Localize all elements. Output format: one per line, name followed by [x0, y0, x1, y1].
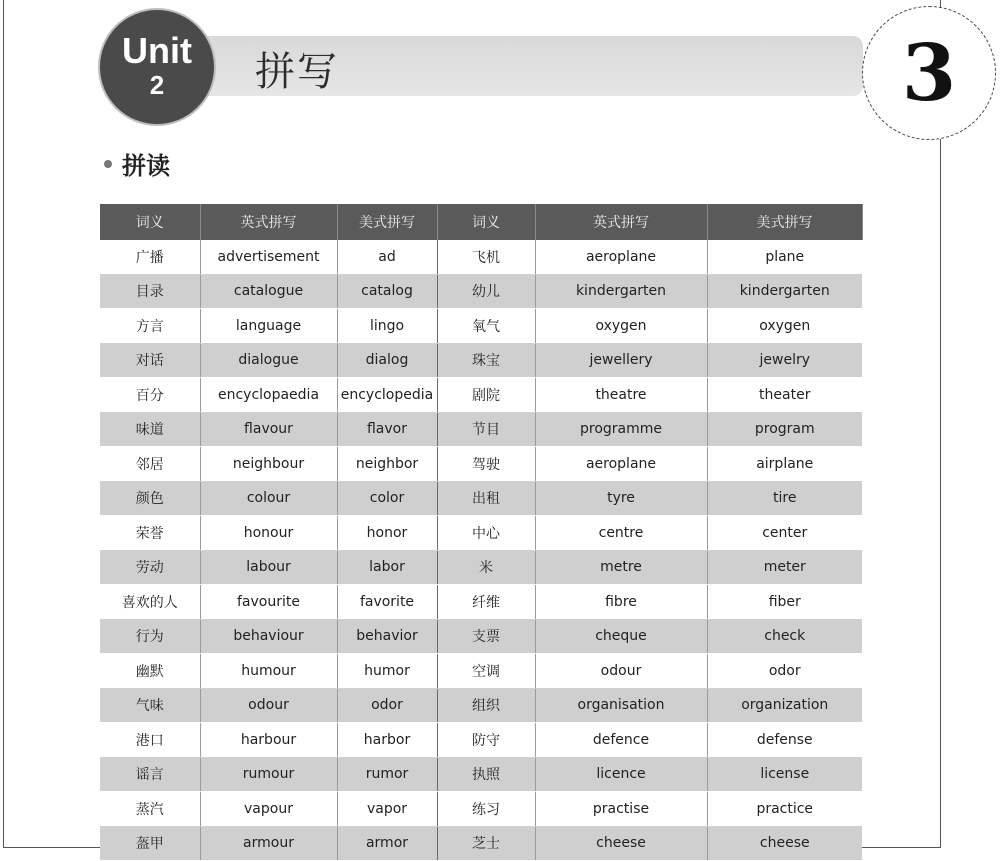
- table-cell: 对话: [100, 343, 200, 378]
- table-row: [100, 447, 862, 482]
- table-cell: vapour: [200, 792, 337, 827]
- unit-number: 2: [149, 70, 165, 100]
- table-cell: odor: [337, 688, 437, 723]
- table-cell: 百分: [100, 378, 200, 413]
- table-cell: harbour: [200, 723, 337, 758]
- table-cell: odor: [707, 654, 862, 689]
- table-cell: 空调: [437, 654, 535, 689]
- unit-label: Unit: [122, 30, 192, 71]
- table-cell: neighbor: [337, 447, 437, 482]
- table-cell: flavour: [200, 412, 337, 447]
- table-cell: 幼儿: [437, 274, 535, 309]
- table-header-row: [100, 204, 862, 240]
- table-row: [100, 481, 862, 516]
- table-cell: honor: [337, 516, 437, 551]
- table-cell: licence: [535, 757, 707, 792]
- table-cell: practice: [707, 792, 862, 827]
- table-row: [100, 274, 862, 309]
- column-header: 英式拼写: [535, 204, 707, 240]
- table-cell: practise: [535, 792, 707, 827]
- page-number-badge: [862, 6, 996, 140]
- table-cell: 出租: [437, 481, 535, 516]
- table-cell: dialogue: [200, 343, 337, 378]
- table-cell: ad: [337, 240, 437, 274]
- table-cell: labour: [200, 550, 337, 585]
- table-cell: 颜色: [100, 481, 200, 516]
- table-row: [100, 585, 862, 620]
- table-cell: catalogue: [200, 274, 337, 309]
- table-cell: colour: [200, 481, 337, 516]
- table-cell: encyclopaedia: [200, 378, 337, 413]
- table-row: [100, 757, 862, 792]
- table-cell: 练习: [437, 792, 535, 827]
- table-cell: cheese: [707, 826, 862, 861]
- table-cell: 盔甲: [100, 826, 200, 861]
- table-cell: fibre: [535, 585, 707, 620]
- table-cell: humour: [200, 654, 337, 689]
- column-header: 词义: [437, 204, 535, 240]
- table-cell: aeroplane: [535, 447, 707, 482]
- table-cell: theatre: [535, 378, 707, 413]
- table-cell: favorite: [337, 585, 437, 620]
- table-cell: 氧气: [437, 309, 535, 344]
- table-cell: 剧院: [437, 378, 535, 413]
- table-cell: fiber: [707, 585, 862, 620]
- table-row: [100, 240, 862, 274]
- table-cell: behaviour: [200, 619, 337, 654]
- table-cell: 珠宝: [437, 343, 535, 378]
- spelling-table: [100, 204, 863, 861]
- table-row: [100, 309, 862, 344]
- table-cell: kindergarten: [535, 274, 707, 309]
- table-row: [100, 516, 862, 551]
- table-cell: 邻居: [100, 447, 200, 482]
- table-cell: 幽默: [100, 654, 200, 689]
- table-cell: dialog: [337, 343, 437, 378]
- table-cell: 芝士: [437, 826, 535, 861]
- table-cell: airplane: [707, 447, 862, 482]
- table-row: [100, 343, 862, 378]
- table-cell: organisation: [535, 688, 707, 723]
- table-row: [100, 826, 862, 861]
- table-cell: 支票: [437, 619, 535, 654]
- table-cell: 荣誉: [100, 516, 200, 551]
- table-cell: odour: [535, 654, 707, 689]
- table-body: [100, 240, 862, 861]
- table-cell: lingo: [337, 309, 437, 344]
- table-cell: rumor: [337, 757, 437, 792]
- table-cell: 方言: [100, 309, 200, 344]
- table-cell: 蒸汽: [100, 792, 200, 827]
- table-cell: center: [707, 516, 862, 551]
- table-cell: defence: [535, 723, 707, 758]
- table-cell: defense: [707, 723, 862, 758]
- table-cell: 劳动: [100, 550, 200, 585]
- table-cell: license: [707, 757, 862, 792]
- unit-badge: [100, 10, 214, 124]
- section-heading-text: 拼读: [122, 152, 170, 180]
- table-cell: kindergarten: [707, 274, 862, 309]
- table-cell: color: [337, 481, 437, 516]
- table-row: [100, 378, 862, 413]
- table-cell: neighbour: [200, 447, 337, 482]
- table-cell: advertisement: [200, 240, 337, 274]
- section-heading: [104, 146, 170, 181]
- table-cell: vapor: [337, 792, 437, 827]
- table-cell: tire: [707, 481, 862, 516]
- table-cell: 执照: [437, 757, 535, 792]
- table-cell: labor: [337, 550, 437, 585]
- table-cell: 纤维: [437, 585, 535, 620]
- table-row: [100, 412, 862, 447]
- table-cell: honour: [200, 516, 337, 551]
- table-cell: organization: [707, 688, 862, 723]
- table-cell: humor: [337, 654, 437, 689]
- page-number: 3: [901, 27, 957, 119]
- table-cell: armor: [337, 826, 437, 861]
- table-cell: encyclopedia: [337, 378, 437, 413]
- table-cell: cheque: [535, 619, 707, 654]
- table-row: [100, 792, 862, 827]
- table-cell: 组织: [437, 688, 535, 723]
- column-header: 美式拼写: [707, 204, 862, 240]
- column-header: 英式拼写: [200, 204, 337, 240]
- table-cell: flavor: [337, 412, 437, 447]
- table-cell: 节目: [437, 412, 535, 447]
- table-cell: 防守: [437, 723, 535, 758]
- table-cell: catalog: [337, 274, 437, 309]
- table-cell: 广播: [100, 240, 200, 274]
- table-cell: check: [707, 619, 862, 654]
- table-cell: 喜欢的人: [100, 585, 200, 620]
- unit-title: 拼写: [255, 49, 339, 95]
- table-cell: 目录: [100, 274, 200, 309]
- table-cell: programme: [535, 412, 707, 447]
- table-cell: plane: [707, 240, 862, 274]
- bullet-icon: [104, 160, 112, 168]
- table-cell: jewelry: [707, 343, 862, 378]
- table-cell: oxygen: [707, 309, 862, 344]
- table-cell: 飞机: [437, 240, 535, 274]
- table-cell: 味道: [100, 412, 200, 447]
- column-header: 美式拼写: [337, 204, 437, 240]
- table-cell: centre: [535, 516, 707, 551]
- table-cell: oxygen: [535, 309, 707, 344]
- table-row: [100, 619, 862, 654]
- table-cell: harbor: [337, 723, 437, 758]
- table-cell: theater: [707, 378, 862, 413]
- table-cell: 米: [437, 550, 535, 585]
- table-row: [100, 688, 862, 723]
- table-cell: program: [707, 412, 862, 447]
- table-cell: 港口: [100, 723, 200, 758]
- table-cell: metre: [535, 550, 707, 585]
- table-cell: language: [200, 309, 337, 344]
- table-cell: odour: [200, 688, 337, 723]
- table-cell: 行为: [100, 619, 200, 654]
- table-cell: behavior: [337, 619, 437, 654]
- table-cell: 谣言: [100, 757, 200, 792]
- table-row: [100, 723, 862, 758]
- table-cell: armour: [200, 826, 337, 861]
- table-cell: jewellery: [535, 343, 707, 378]
- table-cell: aeroplane: [535, 240, 707, 274]
- table-cell: rumour: [200, 757, 337, 792]
- table-cell: favourite: [200, 585, 337, 620]
- table-cell: 气味: [100, 688, 200, 723]
- table-row: [100, 654, 862, 689]
- table-cell: 中心: [437, 516, 535, 551]
- table-cell: 驾驶: [437, 447, 535, 482]
- table-cell: meter: [707, 550, 862, 585]
- table-cell: tyre: [535, 481, 707, 516]
- table-row: [100, 550, 862, 585]
- table-cell: cheese: [535, 826, 707, 861]
- column-header: 词义: [100, 204, 200, 240]
